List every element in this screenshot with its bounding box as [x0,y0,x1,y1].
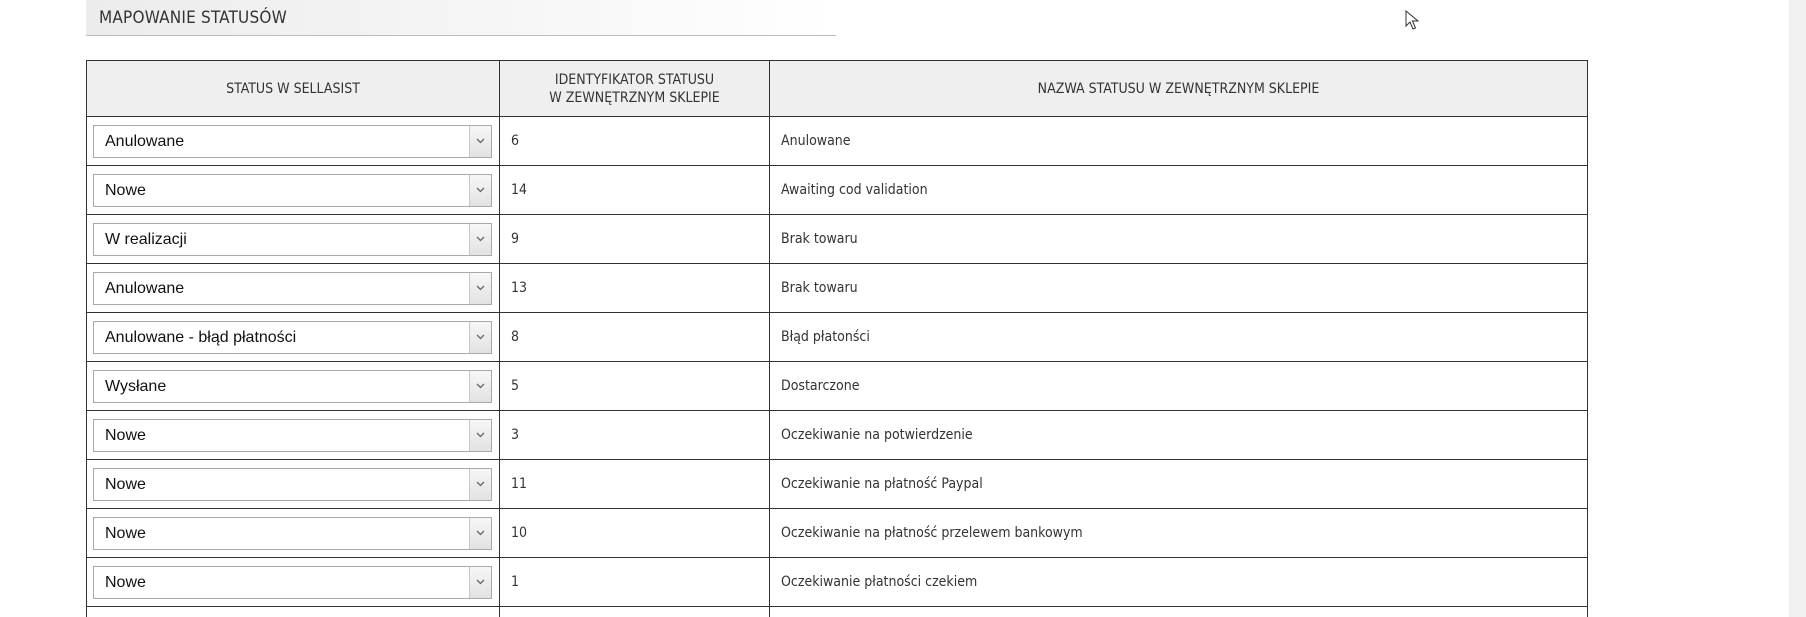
sellasist-status-value: Nowe [105,181,146,199]
chevron-down-icon [476,285,485,291]
sellasist-status-cell [87,215,500,264]
external-status-name: Anulowane [770,117,1588,166]
table-header-row [87,61,1588,117]
select-arrow-button[interactable] [469,126,491,157]
chevron-down-icon [476,138,485,144]
select-arrow-button[interactable] [469,273,491,304]
header-sellasist-status [87,61,500,117]
select-arrow-button[interactable] [469,518,491,549]
external-status-id: 9 [500,215,770,264]
header-external-status-id-line1: IDENTYFIKATOR STATUSU [554,71,715,88]
sellasist-status-cell [87,313,500,362]
external-status-name [770,607,1588,617]
chevron-down-icon [476,236,485,242]
select-arrow-button[interactable] [469,371,491,402]
sellasist-status-cell [87,362,500,411]
external-status-name: Oczekiwanie na płatność przelewem bankowym [770,509,1588,558]
external-status-id: 6 [500,117,770,166]
sellasist-status-select[interactable] [93,517,492,550]
external-status-id: 11 [500,460,770,509]
table-row [87,558,1588,607]
header-sellasist-status-label: STATUS W SELLASIST [226,80,360,97]
sellasist-status-select[interactable] [93,566,492,599]
section-header [86,0,836,36]
table-row [87,215,1588,264]
sellasist-status-select[interactable] [93,223,492,256]
header-external-status-id-line2: W ZEWNĘTRZNYM SKLEPIE [549,89,720,106]
scrollbar-track[interactable] [1789,0,1806,617]
external-status-id: 14 [500,166,770,215]
sellasist-status-select[interactable] [93,419,492,452]
external-status-id: 13 [500,264,770,313]
table-row [87,362,1588,411]
sellasist-status-value: Nowe [105,475,146,493]
external-status-name: Oczekiwanie na potwierdzenie [770,411,1588,460]
sellasist-status-select[interactable] [93,272,492,305]
chevron-down-icon [476,481,485,487]
sellasist-status-cell [87,117,500,166]
sellasist-status-cell [87,166,500,215]
external-status-id: 10 [500,509,770,558]
mouse-pointer-icon [1405,10,1419,30]
chevron-down-icon [476,579,485,585]
table-row [87,607,1588,617]
external-status-name: Dostarczone [770,362,1588,411]
external-status-id: 3 [500,411,770,460]
table-row [87,166,1588,215]
sellasist-status-select[interactable] [93,125,492,158]
section-title: MAPOWANIE STATUSÓW [99,8,287,28]
sellasist-status-value: Nowe [105,426,146,444]
sellasist-status-value: Anulowane [105,279,185,297]
table-row [87,313,1588,362]
chevron-down-icon [476,334,485,340]
external-status-name: Brak towaru [770,215,1588,264]
sellasist-status-select[interactable] [93,468,492,501]
select-arrow-button[interactable] [469,175,491,206]
table-row [87,117,1588,166]
select-arrow-button[interactable] [469,469,491,500]
external-status-name: Awaiting cod validation [770,166,1588,215]
header-external-status-id [500,61,770,117]
chevron-down-icon [476,530,485,536]
sellasist-status-cell [87,264,500,313]
chevron-down-icon [476,432,485,438]
select-arrow-button[interactable] [469,224,491,255]
external-status-name: Błąd płatonści [770,313,1588,362]
sellasist-status-value: W realizacji [105,230,187,248]
external-status-name: Oczekiwanie na płatność Paypal [770,460,1588,509]
external-status-id: 5 [500,362,770,411]
external-status-id [500,607,770,617]
sellasist-status-value: Nowe [105,573,146,591]
table-row [87,411,1588,460]
select-arrow-button[interactable] [469,322,491,353]
table-row [87,460,1588,509]
sellasist-status-value: Wysłane [105,377,167,395]
select-arrow-button[interactable] [469,420,491,451]
chevron-down-icon [476,187,485,193]
sellasist-status-cell [87,607,500,617]
table-row [87,264,1588,313]
external-status-id: 1 [500,558,770,607]
table-row [87,509,1588,558]
sellasist-status-select[interactable] [93,174,492,207]
external-status-id: 8 [500,313,770,362]
sellasist-status-cell [87,509,500,558]
sellasist-status-value: Anulowane - błąd płatności [105,328,297,346]
sellasist-status-value: Anulowane [105,132,185,150]
external-status-name: Brak towaru [770,264,1588,313]
select-arrow-button[interactable] [469,567,491,598]
sellasist-status-select[interactable] [93,321,492,354]
external-status-name: Oczekiwanie płatności czekiem [770,558,1588,607]
status-mapping-table [86,60,1588,617]
sellasist-status-cell [87,411,500,460]
header-external-status-name [770,61,1588,117]
sellasist-status-select[interactable] [93,370,492,403]
sellasist-status-cell [87,460,500,509]
chevron-down-icon [476,383,485,389]
header-external-status-name-label: NAZWA STATUSU W ZEWNĘTRZNYM SKLEPIE [1037,80,1320,97]
sellasist-status-cell [87,558,500,607]
sellasist-status-value: Nowe [105,524,146,542]
